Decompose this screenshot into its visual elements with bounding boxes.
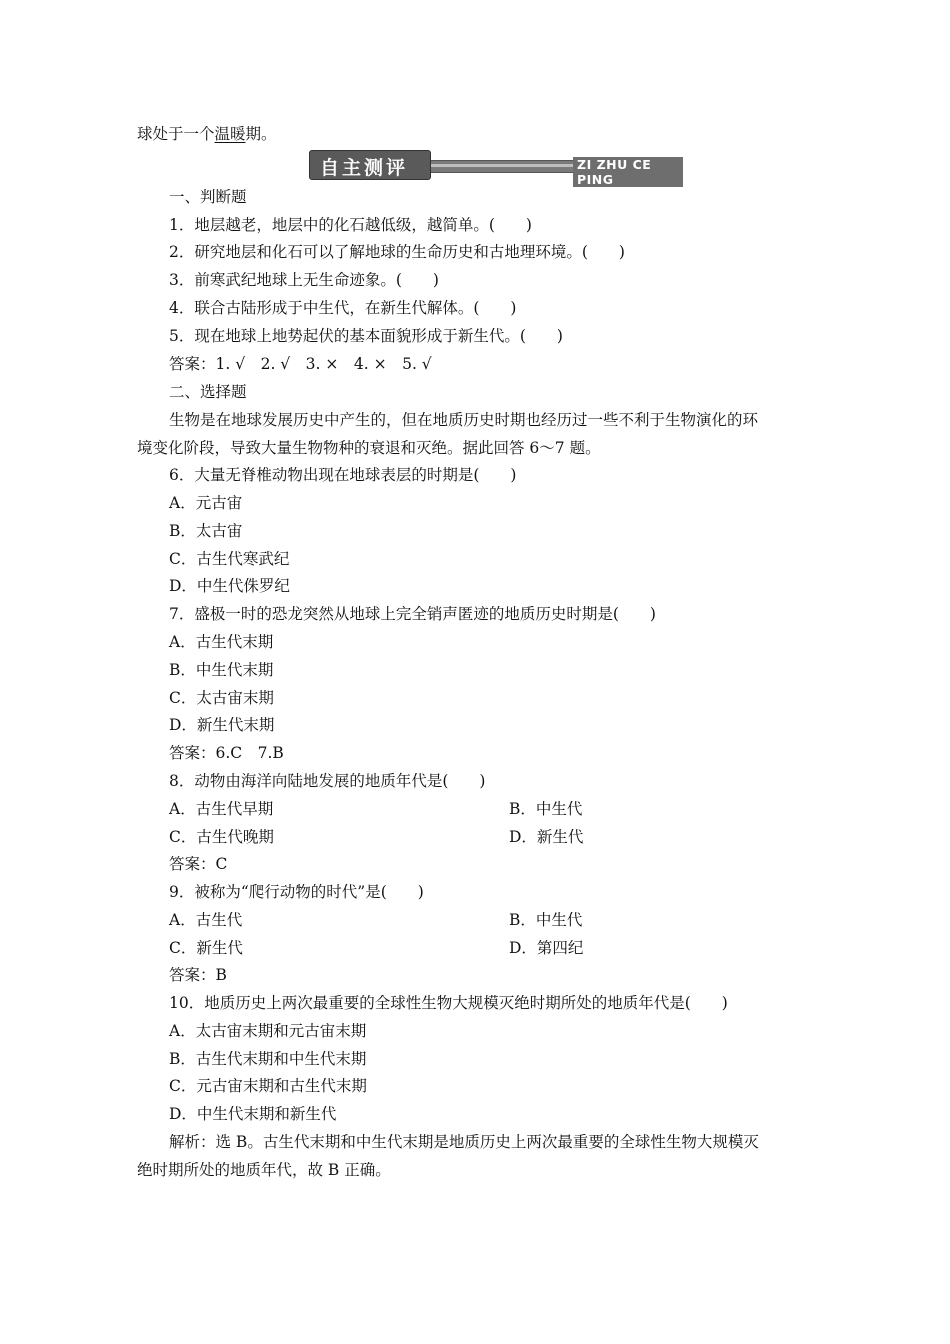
question-1: 1．地层越老，地层中的化石越低级，越简单。( ) <box>169 216 532 234</box>
option: B．中生代 <box>509 800 583 818</box>
option: C．新生代 <box>169 939 243 957</box>
option: D．中生代末期和新生代 <box>169 1105 337 1123</box>
option: D．第四纪 <box>509 939 584 957</box>
section-banner <box>305 150 683 187</box>
option: B．太古宙 <box>169 522 243 540</box>
section-title: 二、选择题 <box>169 383 247 401</box>
question-4: 4．联合古陆形成于中生代，在新生代解体。( ) <box>169 299 517 317</box>
section-title: 一、判断题 <box>169 188 247 206</box>
intro-line <box>137 124 277 144</box>
intro-underlined: 温暖 <box>214 125 246 143</box>
option: B．中生代 <box>509 911 583 929</box>
option: B．古生代末期和中生代末期 <box>169 1050 367 1068</box>
answer-9: 答案：B <box>169 966 227 984</box>
question-3: 3．前寒武纪地球上无生命迹象。( ) <box>169 271 439 289</box>
answer-1-5: 答案：1. √ 2. √ 3. × 4. × 5. √ <box>169 355 432 373</box>
option: D．中生代侏罗纪 <box>169 577 290 595</box>
banner-cap <box>309 150 431 180</box>
explanation-line: 绝时期所处的地质年代，故 B 正确。 <box>137 1161 391 1179</box>
option: B．中生代末期 <box>169 661 274 679</box>
intro-prefix: 球处于一个 <box>137 125 215 143</box>
option: C．元古宙末期和古生代末期 <box>169 1077 367 1095</box>
question-8: 8．动物由海洋向陆地发展的地质年代是( ) <box>169 772 486 790</box>
banner-title: 自主测评 <box>320 157 409 179</box>
question-10: 10．地质历史上两次最重要的全球性生物大规模灭绝时期所处的地质年代是( ) <box>169 994 728 1012</box>
banner-subtitle: ZI ZHU CE PING <box>573 157 683 187</box>
option: A．古生代末期 <box>169 633 274 651</box>
option: A．太古宙末期和元古宙末期 <box>169 1022 367 1040</box>
option: C．太古宙末期 <box>169 689 274 707</box>
explanation-line: 解析：选 B。古生代末期和中生代末期是地质历史上两次最重要的全球性生物大规模灭 <box>169 1133 759 1151</box>
option: A．古生代早期 <box>169 800 274 818</box>
question-5: 5．现在地球上地势起伏的基本面貌形成于新生代。( ) <box>169 327 563 345</box>
question-2: 2．研究地层和化石可以了解地球的生命历史和古地理环境。( ) <box>169 243 625 261</box>
option: A．元古宙 <box>169 494 243 512</box>
answer-8: 答案：C <box>169 855 228 873</box>
option: C．古生代寒武纪 <box>169 550 290 568</box>
question-6: 6．大量无脊椎动物出现在地球表层的时期是( ) <box>169 466 517 484</box>
answer-6-7: 答案：6.C 7.B <box>169 744 284 762</box>
option: C．古生代晚期 <box>169 828 274 846</box>
passage-line: 境变化阶段，导致大量生物物种的衰退和灭绝。据此回答 6～7 题。 <box>137 439 601 457</box>
intro-suffix: 期。 <box>245 125 277 143</box>
option: D．新生代末期 <box>169 716 275 734</box>
question-7: 7．盛极一时的恐龙突然从地球上完全销声匿迹的地质历史时期是( ) <box>169 605 656 623</box>
option: D．新生代 <box>509 828 584 846</box>
option: A．古生代 <box>169 911 243 929</box>
question-9: 9．被称为“爬行动物的时代”是( ) <box>169 883 424 901</box>
passage-line: 生物是在地球发展历史中产生的，但在地质历史时期也经历过一些不利于生物演化的环 <box>169 411 759 429</box>
